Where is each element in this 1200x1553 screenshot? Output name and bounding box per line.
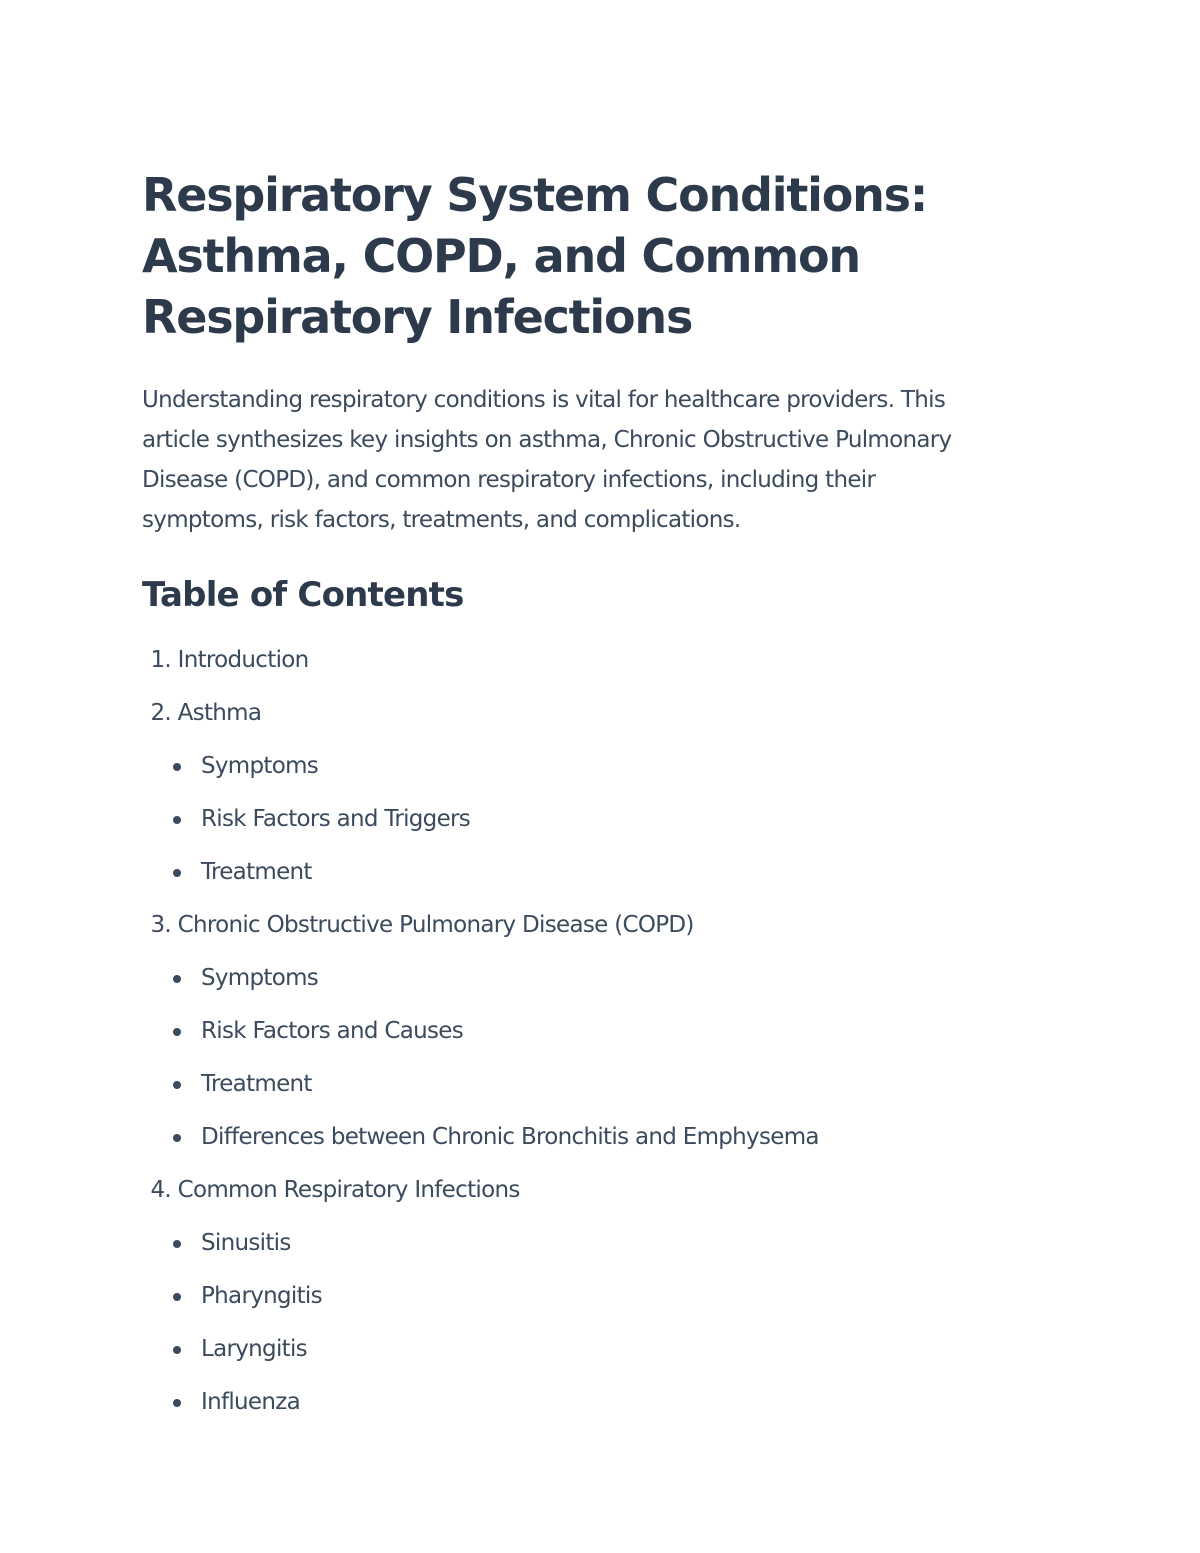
toc-subitem[interactable] xyxy=(142,1270,1062,1323)
toc-item-label: Common Respiratory Infections xyxy=(177,1177,520,1203)
toc-subitem[interactable] xyxy=(142,952,1062,1005)
table-of-contents xyxy=(142,634,1062,1429)
bullet-icon xyxy=(173,1028,181,1036)
bullet-icon xyxy=(173,1293,181,1301)
toc-item-number: 2. xyxy=(150,700,171,726)
bullet-icon xyxy=(173,816,181,824)
toc-subitem[interactable] xyxy=(142,1217,1062,1270)
toc-subitem-label: Influenza xyxy=(201,1389,301,1415)
toc-item[interactable] xyxy=(142,634,1062,687)
toc-item-number: 4. xyxy=(150,1177,171,1203)
title-line: Asthma, COPD, and Common xyxy=(142,229,860,283)
toc-subitem-label: Risk Factors and Causes xyxy=(201,1018,464,1044)
toc-subitem[interactable] xyxy=(142,1376,1062,1429)
toc-item-number: 3. xyxy=(150,912,171,938)
intro-line: symptoms, risk factors, treatments, and complications. xyxy=(142,507,741,533)
toc-section-copd xyxy=(142,899,1062,1164)
toc-subitem-label: Pharyngitis xyxy=(201,1283,322,1309)
bullet-icon xyxy=(173,763,181,771)
bullet-icon xyxy=(173,1081,181,1089)
title-line: Respiratory System Conditions: xyxy=(142,168,928,222)
bullet-icon xyxy=(173,1134,181,1142)
toc-section-introduction xyxy=(142,634,1062,687)
toc-item[interactable] xyxy=(142,899,1062,952)
toc-subitem-label: Risk Factors and Triggers xyxy=(201,806,471,832)
bullet-icon xyxy=(173,975,181,983)
toc-subitem[interactable] xyxy=(142,1005,1062,1058)
bullet-icon xyxy=(173,869,181,877)
toc-subitem-label: Laryngitis xyxy=(201,1336,307,1362)
toc-item-label: Chronic Obstructive Pulmonary Disease (COPD) xyxy=(177,912,694,938)
toc-item-label: Asthma xyxy=(177,700,262,726)
toc-item[interactable] xyxy=(142,687,1062,740)
toc-section-infections xyxy=(142,1164,1062,1429)
toc-subitem[interactable] xyxy=(142,846,1062,899)
toc-subitem[interactable] xyxy=(142,793,1062,846)
toc-item-number: 1. xyxy=(150,647,171,673)
toc-subitem[interactable] xyxy=(142,1058,1062,1111)
toc-subitem-label: Sinusitis xyxy=(201,1230,291,1256)
toc-section-asthma xyxy=(142,687,1062,899)
toc-heading: Table of Contents xyxy=(142,575,464,615)
toc-subitem[interactable] xyxy=(142,1111,1062,1164)
intro-line: article synthesizes key insights on asthma, Chronic Obstructive Pulmonary xyxy=(142,427,952,453)
title-line: Respiratory Infections xyxy=(142,290,693,344)
toc-item[interactable] xyxy=(142,1164,1062,1217)
toc-item-label: Introduction xyxy=(177,647,309,673)
toc-sublist xyxy=(142,1217,1062,1429)
bullet-icon xyxy=(173,1346,181,1354)
bullet-icon xyxy=(173,1399,181,1407)
bullet-icon xyxy=(173,1240,181,1248)
toc-subitem-label: Symptoms xyxy=(201,753,319,779)
intro-paragraph xyxy=(142,380,1062,540)
toc-subitem-label: Symptoms xyxy=(201,965,319,991)
toc-subitem[interactable] xyxy=(142,740,1062,793)
toc-sublist xyxy=(142,952,1062,1164)
document-title xyxy=(142,165,1062,348)
toc-subitem-label: Differences between Chronic Bronchitis and Emphysema xyxy=(201,1124,819,1150)
toc-subitem[interactable] xyxy=(142,1323,1062,1376)
toc-sublist xyxy=(142,740,1062,899)
intro-line: Disease (COPD), and common respiratory infections, including their xyxy=(142,467,876,493)
intro-line: Understanding respiratory conditions is vital for healthcare providers. This xyxy=(142,387,946,413)
toc-subitem-label: Treatment xyxy=(201,859,312,885)
document-page xyxy=(142,165,1062,1429)
toc-subitem-label: Treatment xyxy=(201,1071,312,1097)
